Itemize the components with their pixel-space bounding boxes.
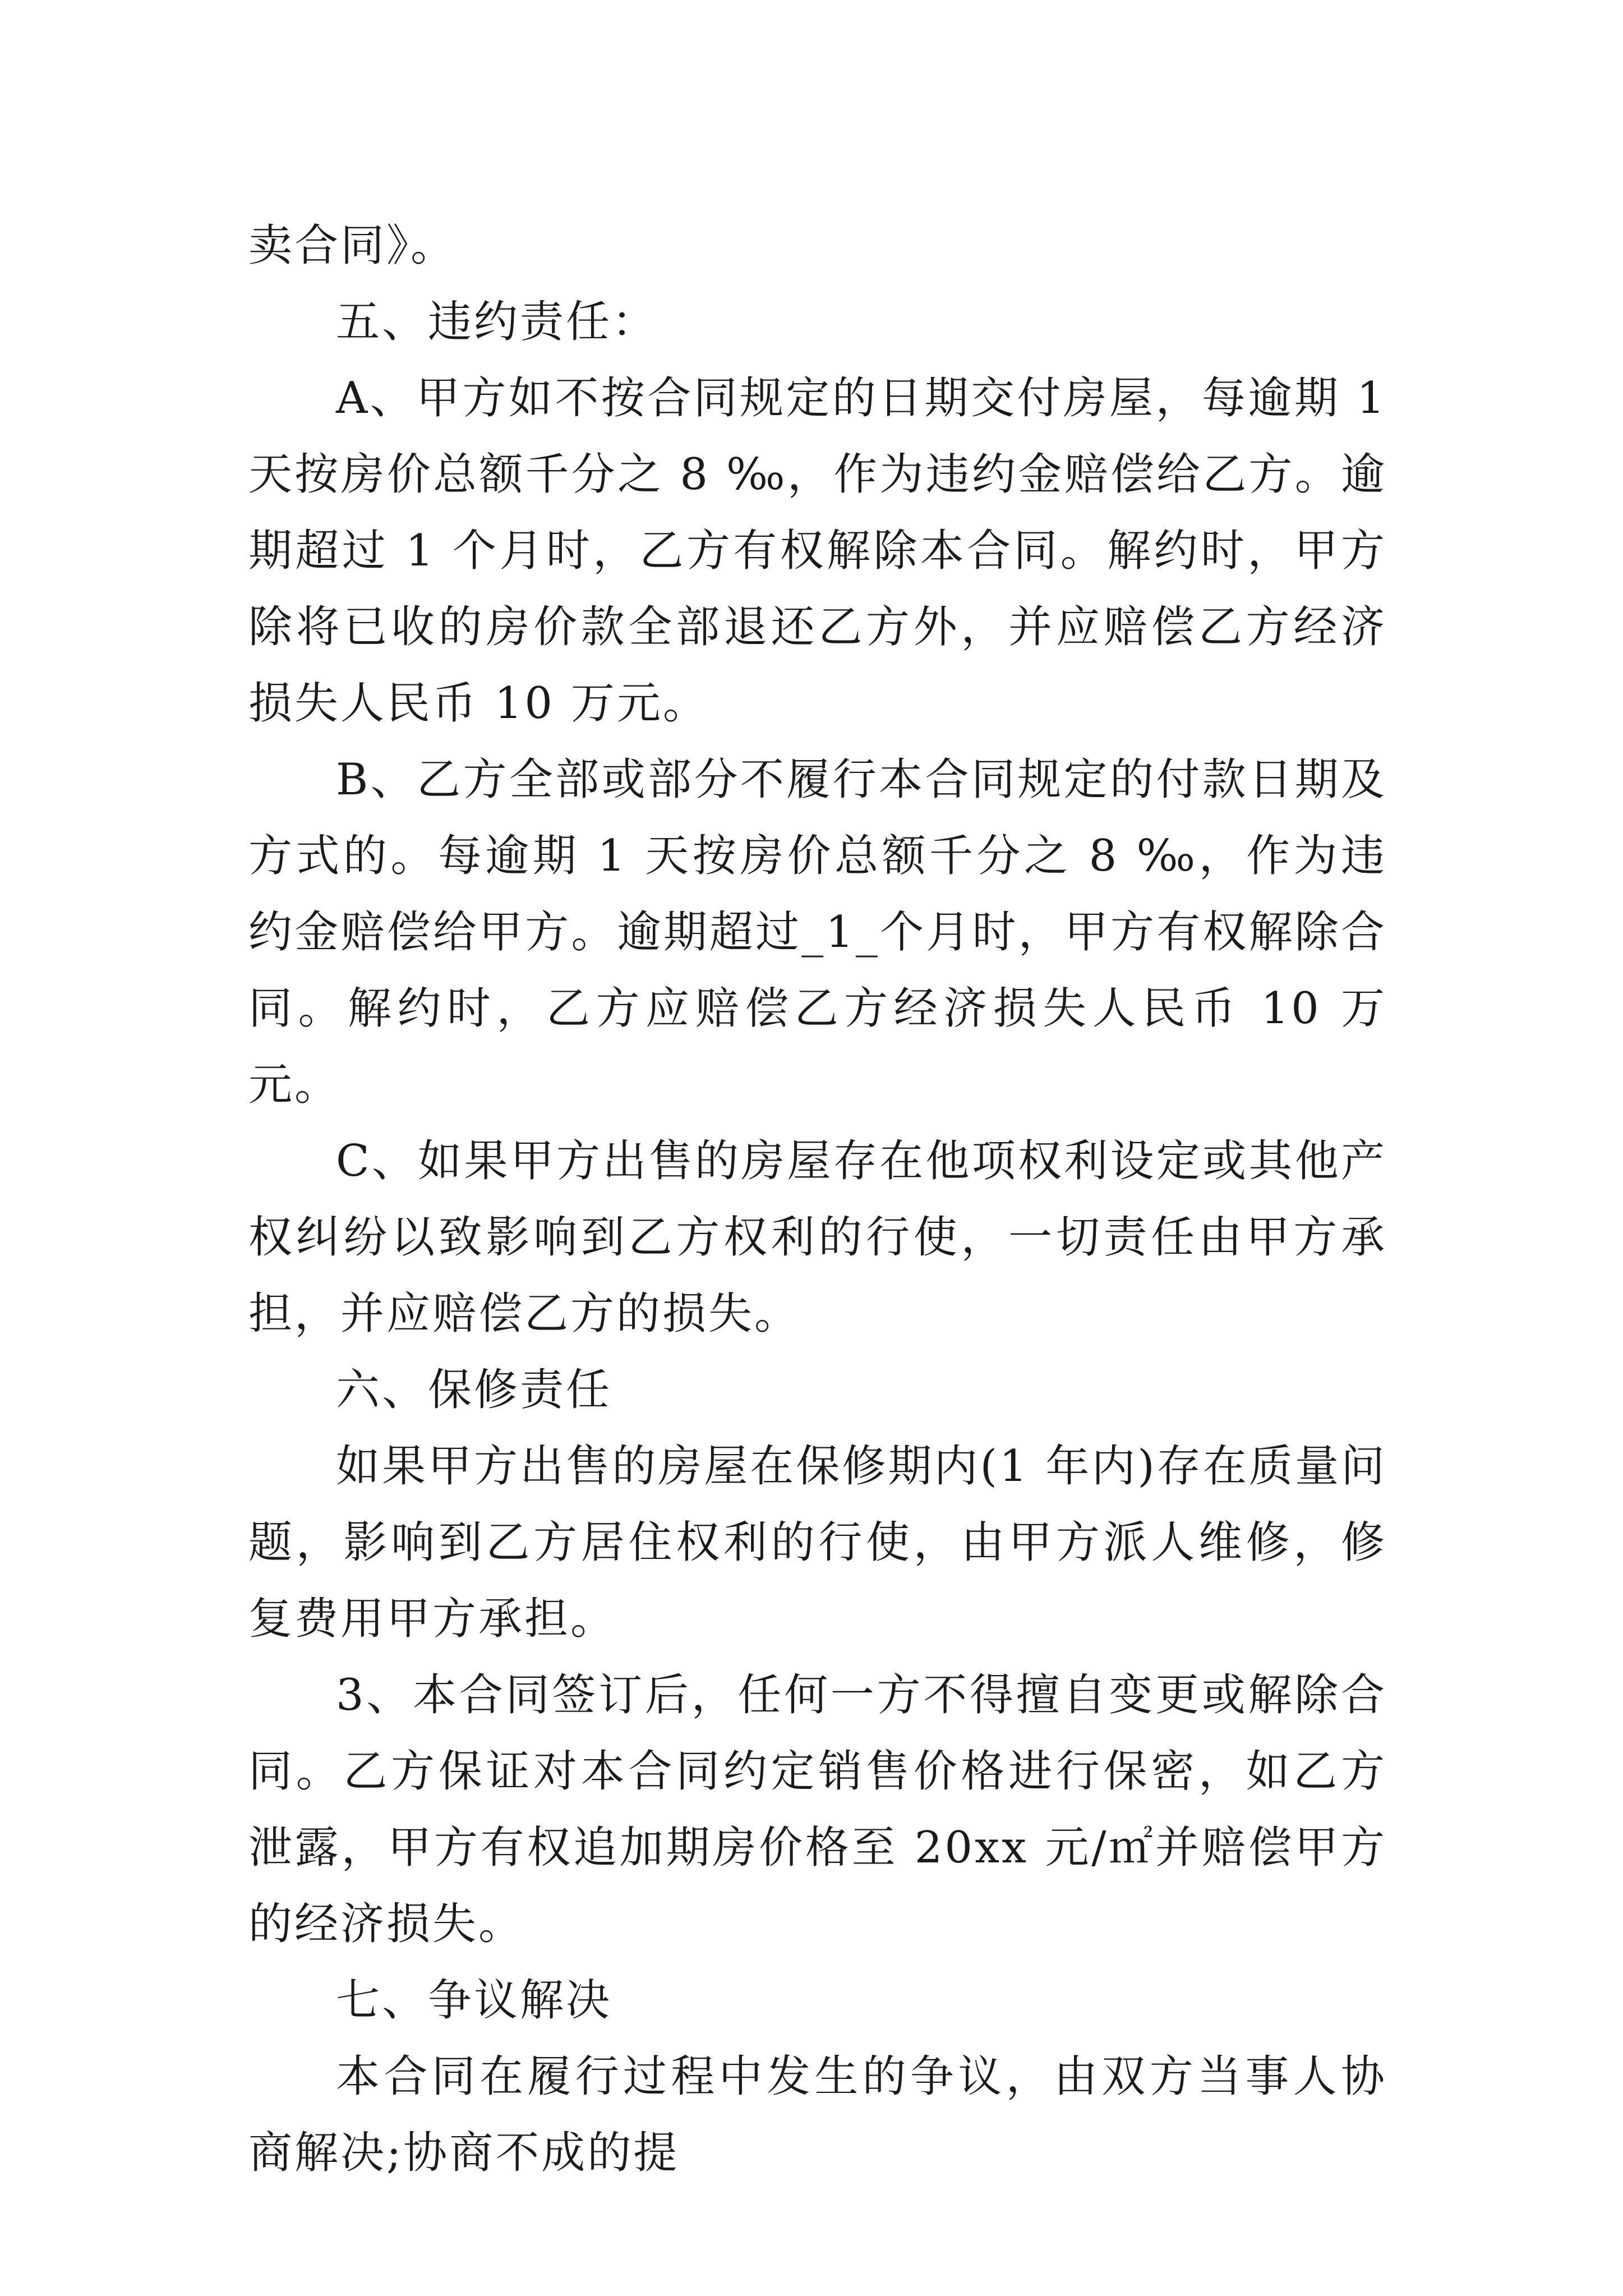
paragraph-continuation: 卖合同》。	[248, 220, 457, 271]
dispute-clause: 本合同在履行过程中发生的争议，由双方当事人协商解决;协商不成的提	[248, 2051, 1387, 2178]
clause-a: A、甲方如不按合同规定的日期交付房屋，每逾期 1 天按房价总额千分之 8 ‰，作为违约金赔偿给乙方。逾期超过 1 个月时，乙方有权解除本合同。解约时，甲方除将已收的房价款全部退还乙方外，并应赔偿乙方经济损失人民币 10 万元。	[248, 373, 1387, 729]
clause-3: 3、本合同签订后，任何一方不得擅自变更或解除合同。乙方保证对本合同约定销售价格进行保密，如乙方泄露，甲方有权追加期房价格至 20xx 元/㎡并赔偿甲方的经济损失。	[248, 1670, 1387, 1949]
clause-c: C、如果甲方出售的房屋存在他项权利设定或其他产权纠纷以致影响到乙方权利的行使，一切责任由甲方承担，并应赔偿乙方的损失。	[248, 1136, 1387, 1339]
document-body	[248, 208, 1387, 2191]
section-heading-dispute: 七、争议解决	[336, 1975, 612, 2026]
warranty-clause: 如果甲方出售的房屋在保修期内(1 年内)存在质量问题，影响到乙方居住权利的行使，由甲方派人维修，修复费用甲方承担。	[248, 1441, 1387, 1644]
section-heading-breach-liability: 五、违约责任：	[336, 297, 658, 347]
section-heading-warranty: 六、保修责任	[336, 1365, 612, 1415]
clause-b: B、乙方全部或部分不履行本合同规定的付款日期及方式的。每逾期 1 天按房价总额千分之 8 ‰，作为违约金赔偿给甲方。逾期超过_1_个月时，甲方有权解除合同。解约时，乙方应赔偿乙方经济损失人民币 10 万元。	[248, 754, 1387, 1110]
